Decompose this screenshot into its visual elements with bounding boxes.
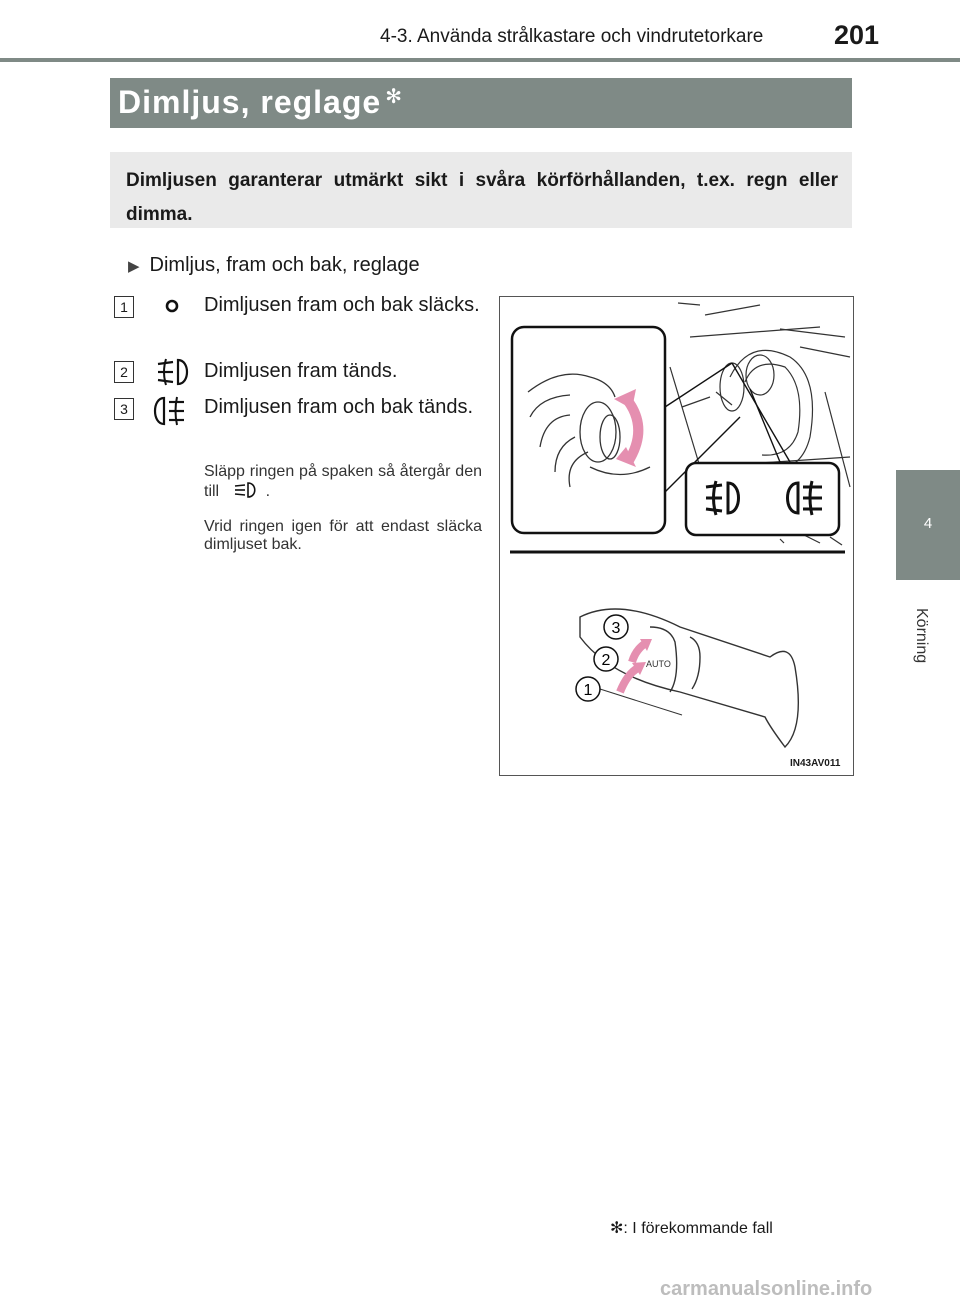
optional-mark: ✻	[385, 86, 403, 108]
section-title	[118, 84, 403, 121]
section-title-text: Dimljus, reglage	[118, 84, 382, 120]
chapter-number: 4	[923, 515, 933, 532]
rear-fog-icon	[150, 394, 194, 428]
figure-code: IN43AV011	[790, 758, 841, 769]
item-text-3: Dimljusen fram och bak tänds.	[204, 396, 474, 418]
off-circle-icon	[150, 294, 194, 318]
note-text-end: .	[265, 483, 271, 500]
auto-label: AUTO	[646, 659, 671, 669]
item-number-1: 1	[114, 296, 134, 318]
subheading-text: Dimljus, fram och bak, reglage	[149, 254, 420, 276]
callout-2: 2	[601, 652, 611, 669]
note-turn-ring-again: Vrid ringen igen för att endast släcka dimljuset bak.	[204, 518, 482, 553]
item-number-3: 3	[114, 398, 134, 420]
header-rule	[0, 58, 960, 62]
note-text: Släpp ringen på spaken så återgår den till	[204, 463, 482, 500]
note-release-ring	[204, 463, 482, 501]
footnote: ✻: I förekommande fall	[610, 1220, 773, 1237]
item-number-2: 2	[114, 361, 134, 383]
section-title-bar	[110, 78, 852, 128]
illustration-drawing	[500, 297, 853, 775]
chapter-name: Körning	[913, 608, 930, 664]
subheading	[128, 254, 420, 277]
callout-1: 1	[583, 682, 593, 699]
running-header-section: 4-3. Använda strålkastare och vindrutetorkare	[380, 26, 764, 47]
intro-box	[110, 152, 852, 228]
triangle-bullet-icon: ▶	[128, 258, 140, 275]
item-text-2: Dimljusen fram tänds.	[204, 360, 398, 382]
intro-text: Dimljusen garanterar utmärkt sikt i svåra körförhållanden, t.ex. regn eller dimma.	[126, 170, 838, 225]
fog-light-switch-illustration	[499, 296, 854, 776]
front-fog-icon	[230, 481, 260, 499]
page-number: 201	[834, 20, 880, 50]
item-text-1: Dimljusen fram och bak släcks.	[204, 294, 480, 316]
callout-3: 3	[611, 620, 621, 637]
watermark: carmanualsonline.info	[660, 1278, 873, 1300]
front-fog-icon	[150, 356, 194, 388]
chapter-tab	[896, 470, 960, 580]
